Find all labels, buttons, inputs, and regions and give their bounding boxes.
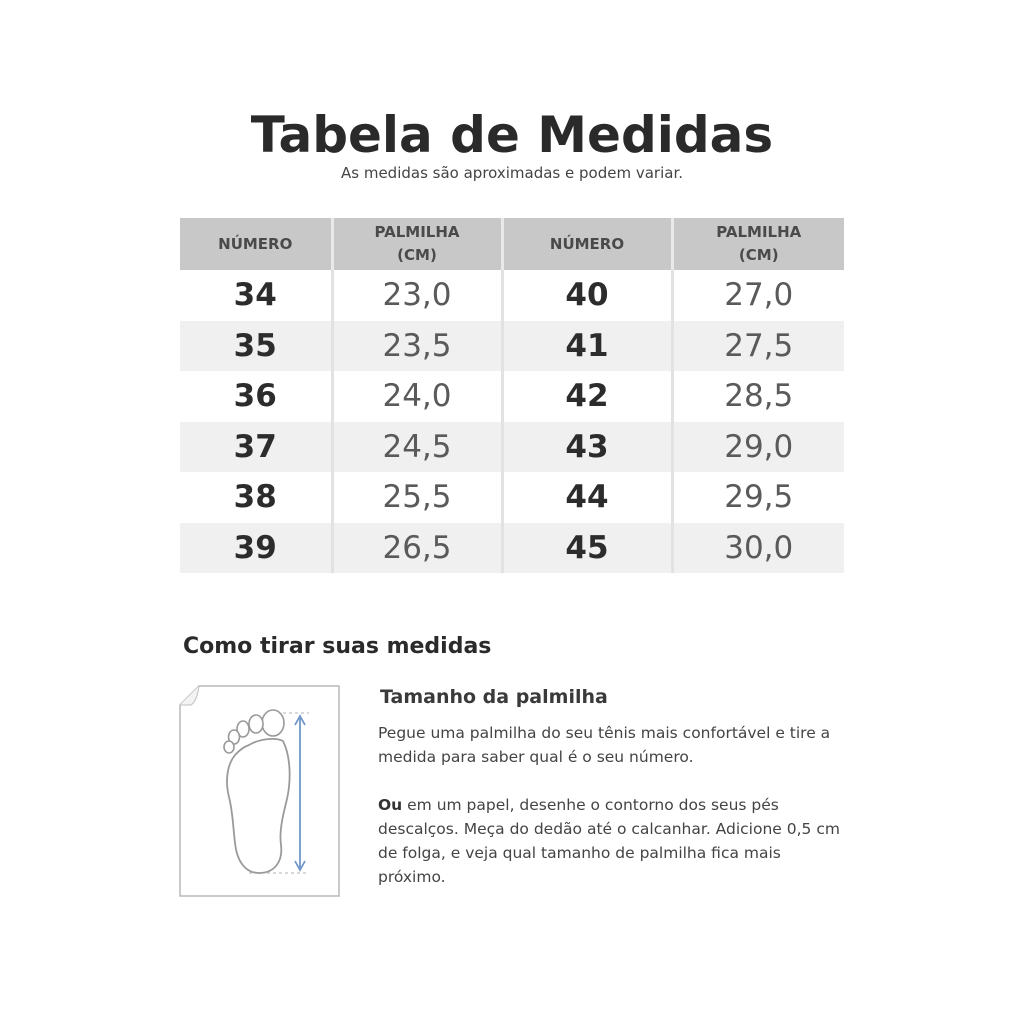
size-number: 44	[502, 472, 672, 523]
size-number: 38	[180, 472, 332, 523]
header-palmilha-a-line1: PALMILHA	[374, 223, 460, 241]
size-number: 42	[502, 371, 672, 422]
size-number: 35	[180, 321, 332, 372]
insole-length: 29,5	[672, 472, 844, 523]
insole-length: 30,0	[672, 523, 844, 574]
insole-length: 29,0	[672, 422, 844, 473]
table-row	[180, 371, 844, 422]
size-number: 40	[502, 270, 672, 321]
insole-size-heading: Tamanho da palmilha	[380, 686, 608, 708]
table-header-row	[180, 218, 844, 270]
header-palmilha-a-line2: (CM)	[397, 246, 437, 264]
header-numero-b	[502, 218, 672, 270]
header-palmilha-a	[332, 218, 502, 270]
header-numero-b-label: NÚMERO	[549, 234, 625, 253]
page-subtitle: As medidas são aproximadas e podem variar.	[340, 164, 683, 182]
header-palmilha-b-line1: PALMILHA	[716, 223, 802, 241]
table-row	[180, 472, 844, 523]
page-title: Tabela de Medidas	[250, 106, 774, 164]
table-row	[180, 422, 844, 473]
insole-length: 23,5	[332, 321, 502, 372]
insole-length: 26,5	[332, 523, 502, 574]
insole-length: 27,5	[672, 321, 844, 372]
size-number: 43	[502, 422, 672, 473]
header-palmilha-b	[672, 218, 844, 270]
size-number: 34	[180, 270, 332, 321]
insole-length: 23,0	[332, 270, 502, 321]
insole-length: 27,0	[672, 270, 844, 321]
size-table	[180, 218, 844, 573]
header-numero-a	[180, 218, 332, 270]
header-numero-a-label: NÚMERO	[218, 234, 293, 253]
table-row	[180, 523, 844, 574]
instruction-paragraph-2-text: em um papel, desenhe o contorno dos seus pés descalços. Meça do dedão até o calcanhar. Adicione 0,5 cm de folga, e veja qual tamanho de palmilha fica mais próximo.	[378, 796, 840, 886]
instruction-bold-or: Ou	[378, 796, 403, 814]
foot-outline-icon	[179, 685, 341, 897]
size-number: 45	[502, 523, 672, 574]
instruction-paragraph-1: Pegue uma palmilha do seu tênis mais confortável e tire a medida para saber qual é o seu número.	[378, 724, 831, 766]
insole-length: 25,5	[332, 472, 502, 523]
size-number: 41	[502, 321, 672, 372]
size-number: 37	[180, 422, 332, 473]
size-number: 36	[180, 371, 332, 422]
instruction-paragraph-2	[378, 793, 848, 889]
header-palmilha-b-line2: (CM)	[738, 246, 779, 264]
table-row	[180, 270, 844, 321]
insole-length: 24,5	[332, 422, 502, 473]
how-to-measure-title: Como tirar suas medidas	[183, 634, 492, 659]
table-row	[180, 321, 844, 372]
size-number: 39	[180, 523, 332, 574]
insole-length: 28,5	[672, 371, 844, 422]
insole-length: 24,0	[332, 371, 502, 422]
